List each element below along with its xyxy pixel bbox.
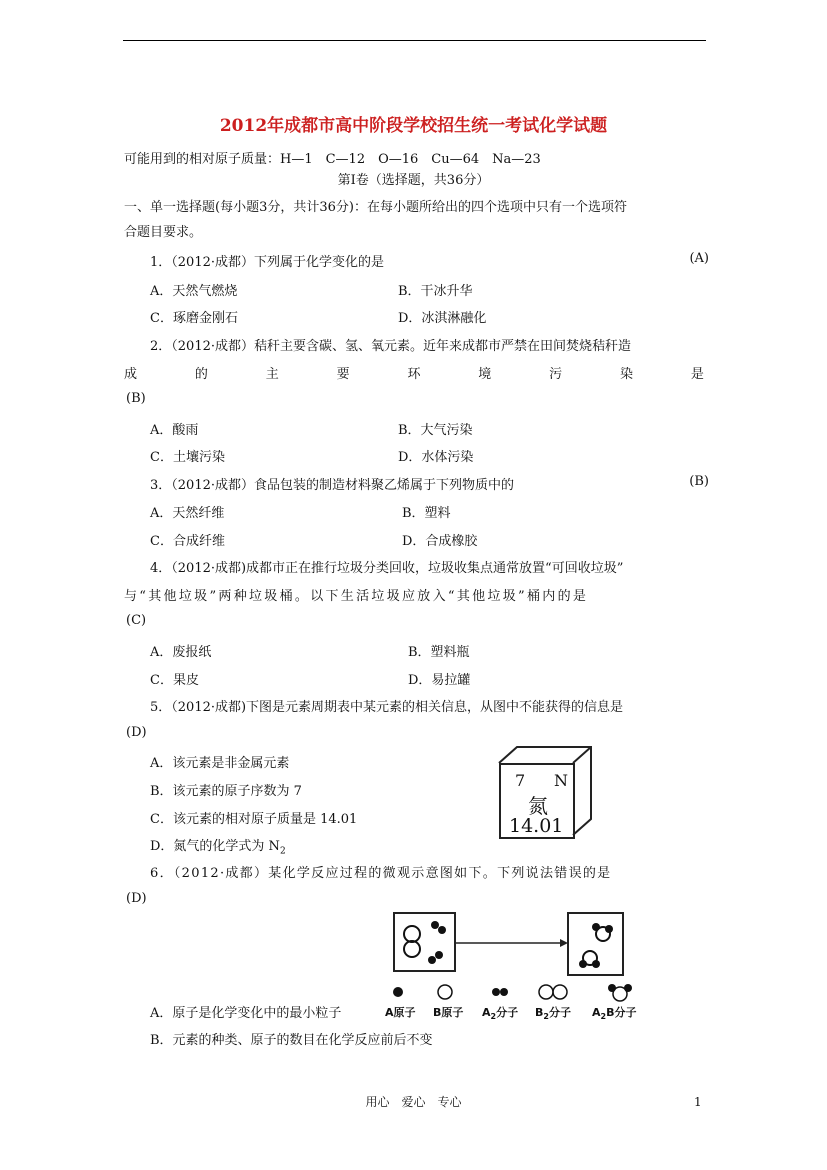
q2-option-b: B．大气污染 <box>398 423 473 438</box>
legend-a2b-molecule <box>592 1004 636 1021</box>
q3-option-c: C．合成纤维 <box>150 534 225 549</box>
q2-option-c: C．土壤污染 <box>150 450 225 465</box>
reaction-arrowhead <box>560 939 568 947</box>
q4-option-a: A．废报纸 <box>150 645 212 660</box>
atomic-mass-line: 可能用到的相对原子质量：H—1 C—12 O—16 Cu—64 Na—23 <box>124 152 541 167</box>
q5-stem: 5．（2012·成都)下图是元素周期表中某元素的相关信息，从图中不能获得的信息是 <box>150 700 624 715</box>
q6-answer: (D) <box>126 891 147 906</box>
q1-option-b: B．干冰升华 <box>398 284 473 299</box>
a2b-molecule-atom <box>605 925 613 933</box>
legend-a-atom: A原子 <box>385 1006 416 1019</box>
q5-option-d-subscript: 2 <box>279 846 286 857</box>
q2-stem-continued <box>124 363 704 382</box>
q2-answer: (B) <box>126 391 146 406</box>
q3-stem: 3．（2012·成都）食品包装的制造材料聚乙烯属于下列物质中的 <box>150 478 514 493</box>
q4-answer: (C) <box>126 613 147 628</box>
element-symbol: N <box>554 771 568 790</box>
q6-stem: 6．（2012·成都）某化学反应过程的微观示意图如下。下列说法错误的是 <box>150 866 612 881</box>
section-instruction-line1: 一、单一选择题(每小题3分，共计36分)：在每小题所给出的四个选项中只有一个选项符 <box>124 200 627 215</box>
legend-a2-subscript: 2 <box>490 1012 497 1022</box>
legend-a2-molecule <box>482 1004 518 1021</box>
a2-molecule-atom <box>428 956 436 964</box>
q4-option-c: C．果皮 <box>150 673 199 688</box>
legend-a2b-suffix: B分子 <box>606 1006 637 1019</box>
q2-word: 的 <box>194 367 208 382</box>
q2-word: 是 <box>690 367 704 382</box>
q2-word: 染 <box>620 367 634 382</box>
a2b-molecule-icon <box>608 984 616 992</box>
q4-stem-line2: 与“其他垃圾”两种垃圾桶。以下生活垃圾应放入“其他垃圾”桶内的是 <box>124 589 589 604</box>
legend-b2-subscript: 2 <box>543 1012 549 1022</box>
a2b-molecule-atom <box>579 960 587 968</box>
b2-molecule-icon <box>553 985 567 999</box>
q4-stem-line1: 4．（2012·成都)成都市正在推行垃圾分类回收，垃圾收集点通常放置“可回收垃圾” <box>150 561 624 576</box>
a2b-molecule-atom <box>592 960 600 968</box>
q1-option-a: A．天然气燃烧 <box>150 284 238 299</box>
q5-option-a: A．该元素是非金属元素 <box>150 756 290 771</box>
q1-stem: 1．（2012·成都）下列属于化学变化的是 <box>150 255 384 270</box>
element-name: 氮 <box>528 794 548 818</box>
a2-molecule-atom <box>438 926 446 934</box>
q3-answer: (B) <box>689 474 709 489</box>
legend-a2-letter: A <box>482 1006 491 1019</box>
q6-option-b: B．元素的种类、原子的数目在化学反应前后不变 <box>150 1033 433 1048</box>
q1-option-c: C．琢磨金刚石 <box>150 311 238 326</box>
q3-option-d: D．合成橡胶 <box>402 534 478 549</box>
a2b-molecule-icon <box>624 984 632 992</box>
legend-b-atom: B原子 <box>433 1006 464 1019</box>
legend-b2-suffix: 分子 <box>548 1006 571 1019</box>
q2-word: 污 <box>549 367 563 382</box>
q2-word: 要 <box>336 367 350 382</box>
q2-word: 成 <box>124 367 138 382</box>
a2b-molecule-atom <box>592 923 600 931</box>
a2-molecule-atom <box>431 921 439 929</box>
a2-molecule-icon <box>500 988 508 996</box>
q6-option-a: A．原子是化学变化中的最小粒子 <box>150 1006 342 1021</box>
element-atomic-mass: 14.01 <box>509 815 564 837</box>
q5-option-b: B．该元素的原子序数为 7 <box>150 784 302 799</box>
legend-a2-suffix: 分子 <box>496 1006 519 1019</box>
volume-heading: 第Ⅰ卷（选择题，共36分） <box>337 173 490 188</box>
page-title: 2012年成都市高中阶段学校招生统一考试化学试题 <box>219 116 608 136</box>
page-number: 1 <box>694 1095 702 1109</box>
a2-molecule-atom <box>435 951 443 959</box>
q1-option-d: D．冰淇淋融化 <box>398 311 487 326</box>
q5-answer: (D) <box>126 725 147 740</box>
q4-option-b: B．塑料瓶 <box>408 645 470 660</box>
q2-option-a: A．酸雨 <box>150 423 199 438</box>
section-instruction-line2: 合题目要求。 <box>124 225 203 240</box>
element-atomic-number: 7 <box>515 771 526 790</box>
reaction-diagram <box>390 908 650 978</box>
b-atom-icon <box>438 985 452 999</box>
a-atom-icon <box>393 987 403 997</box>
legend-a2b-letter: A <box>592 1006 601 1019</box>
reactant-box <box>394 913 455 971</box>
q5-option-d-text: D．氮气的化学式为 N <box>150 839 280 854</box>
q3-option-b: B．塑料 <box>402 506 451 521</box>
q2-stem: 2．（2012·成都）秸秆主要含碳、氢、氧元素。近年来成都市严禁在田间焚烧秸秆造 <box>150 339 631 354</box>
element-tile-3d-edges <box>497 745 593 841</box>
b2-molecule-icon <box>539 985 553 999</box>
q4-option-d: D．易拉罐 <box>408 673 471 688</box>
q2-option-d: D．水体污染 <box>398 450 474 465</box>
a2-molecule-icon <box>492 988 500 996</box>
header-rule <box>123 40 706 41</box>
molecule-legend-icons <box>388 982 658 1002</box>
legend-a2b-subscript: 2 <box>600 1012 607 1022</box>
q2-word: 主 <box>265 367 279 382</box>
q5-option-c: C．该元素的相对原子质量是 14.01 <box>150 812 358 827</box>
q3-option-a: A．天然纤维 <box>150 506 225 521</box>
q2-word: 境 <box>478 367 492 382</box>
q5-option-d <box>150 835 286 857</box>
q2-word: 环 <box>407 367 421 382</box>
legend-b2-letter: B <box>535 1006 544 1019</box>
page-footer: 用心 爱心 专心 <box>365 1095 462 1109</box>
q1-answer: (A) <box>689 251 709 266</box>
legend-b2-molecule <box>535 1004 571 1021</box>
